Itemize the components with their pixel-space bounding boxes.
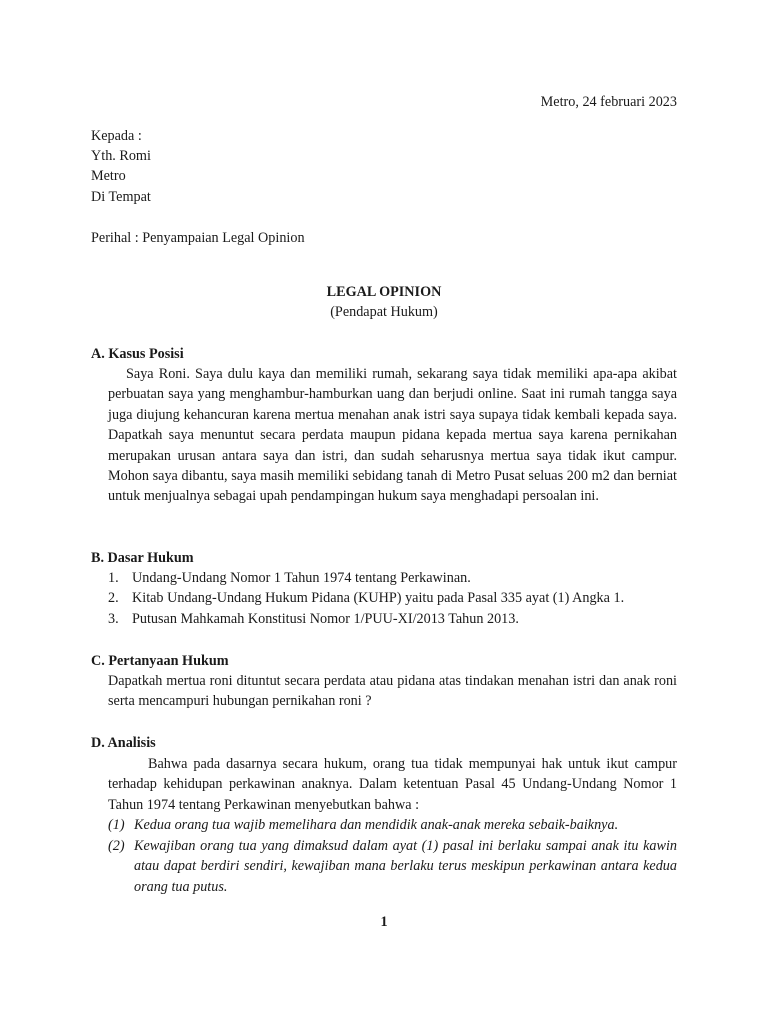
article-45-list	[108, 815, 677, 897]
list-text: Undang-Undang Nomor 1 Tahun 1974 tentang Perkawinan.	[132, 570, 471, 586]
list-text: Kitab Undang-Undang Hukum Pidana (KUHP) yaitu pada Pasal 335 ayat (1) Angka 1.	[132, 590, 625, 607]
recipient-name: Yth. Romi	[91, 148, 151, 164]
document-subtitle: (Pendapat Hukum)	[330, 304, 438, 320]
section-d-text: Bahwa pada dasarnya secara hukum, orang tua tidak mempunyai hak untuk ikut campur terhadap kehidupan perkawinan anaknya. Dalam ketentuan Pasal 45 Undang-Undang Nomor 1 Tahun 1974 tentang Perkawinan menyebutkan bahwa :	[108, 756, 677, 813]
list-text: Kedua orang tua wajib memelihara dan mendidik anak-anak mereka sebaik-baiknya.	[134, 817, 619, 833]
list-item	[108, 588, 677, 608]
recipient-kepada: Kepada :	[91, 128, 142, 144]
section-c-text: Dapatkah mertua roni dituntut secara perdata atau pidana atas tindakan menahan istri dan anak roni serta mencampuri hubungan pernikahan roni ?	[108, 673, 677, 710]
legal-basis-list	[108, 568, 677, 629]
page-number: 1	[380, 914, 388, 930]
letter-date: Metro, 24 februari 2023	[540, 94, 677, 110]
subject-line: Perihal : Penyampaian Legal Opinion	[91, 230, 305, 246]
section-c-heading: C. Pertanyaan Hukum	[91, 653, 229, 669]
section-d-heading: D. Analisis	[91, 735, 156, 751]
list-item	[108, 568, 677, 588]
list-number: 2.	[108, 590, 119, 607]
section-a-heading: A. Kasus Posisi	[91, 346, 184, 362]
list-number: 3.	[108, 610, 119, 627]
list-number: (2)	[108, 837, 125, 854]
section-c-body	[108, 671, 677, 712]
list-item	[108, 836, 677, 898]
recipient-place: Di Tempat	[91, 189, 151, 205]
list-text: Putusan Mahkamah Konstitusi Nomor 1/PUU-XI/2013 Tahun 2013.	[132, 610, 519, 627]
section-a-text: Saya Roni. Saya dulu kaya dan memiliki rumah, sekarang saya tidak memiliki apa-apa akibat perbuatan saya yang menghambur-hamburkan uang dan berjudi online. Saat ini rumah tangga saya juga diujung kehancuran karena mertua menahan anak istri saya supaya tidak kembali kepada saya. Dapatkah saya menuntut secara perdata maupun pidana kepada mertua saya karena pernikahan merupakan urusan antara saya dan istri, dan sudah seharusnya mertua saya tidak ikut campur. Mohon saya dibantu, saya masih memiliki sebidang tanah di Metro Pusat seluas 200 m2 dan berniat untuk menjualnya sebagai upah pendampingan hukum saya menghadapi persoalan ini.	[108, 366, 677, 505]
list-number: 1.	[108, 570, 119, 586]
section-a-body	[108, 364, 677, 507]
list-text: Kewajiban orang tua yang dimaksud dalam ayat (1) pasal ini berlaku sampai anak itu kawin atau dapat berdiri sendiri, kewajiban mana berlaku terus meskipun perkawinan antara kedua orang tua putus.	[134, 837, 677, 895]
list-number: (1)	[108, 817, 125, 833]
section-b-heading: B. Dasar Hukum	[91, 550, 194, 566]
list-item	[108, 609, 677, 629]
list-item	[108, 815, 677, 836]
recipient-city: Metro	[91, 168, 126, 184]
section-d-body	[108, 754, 677, 815]
document-title: LEGAL OPINION	[326, 284, 442, 300]
